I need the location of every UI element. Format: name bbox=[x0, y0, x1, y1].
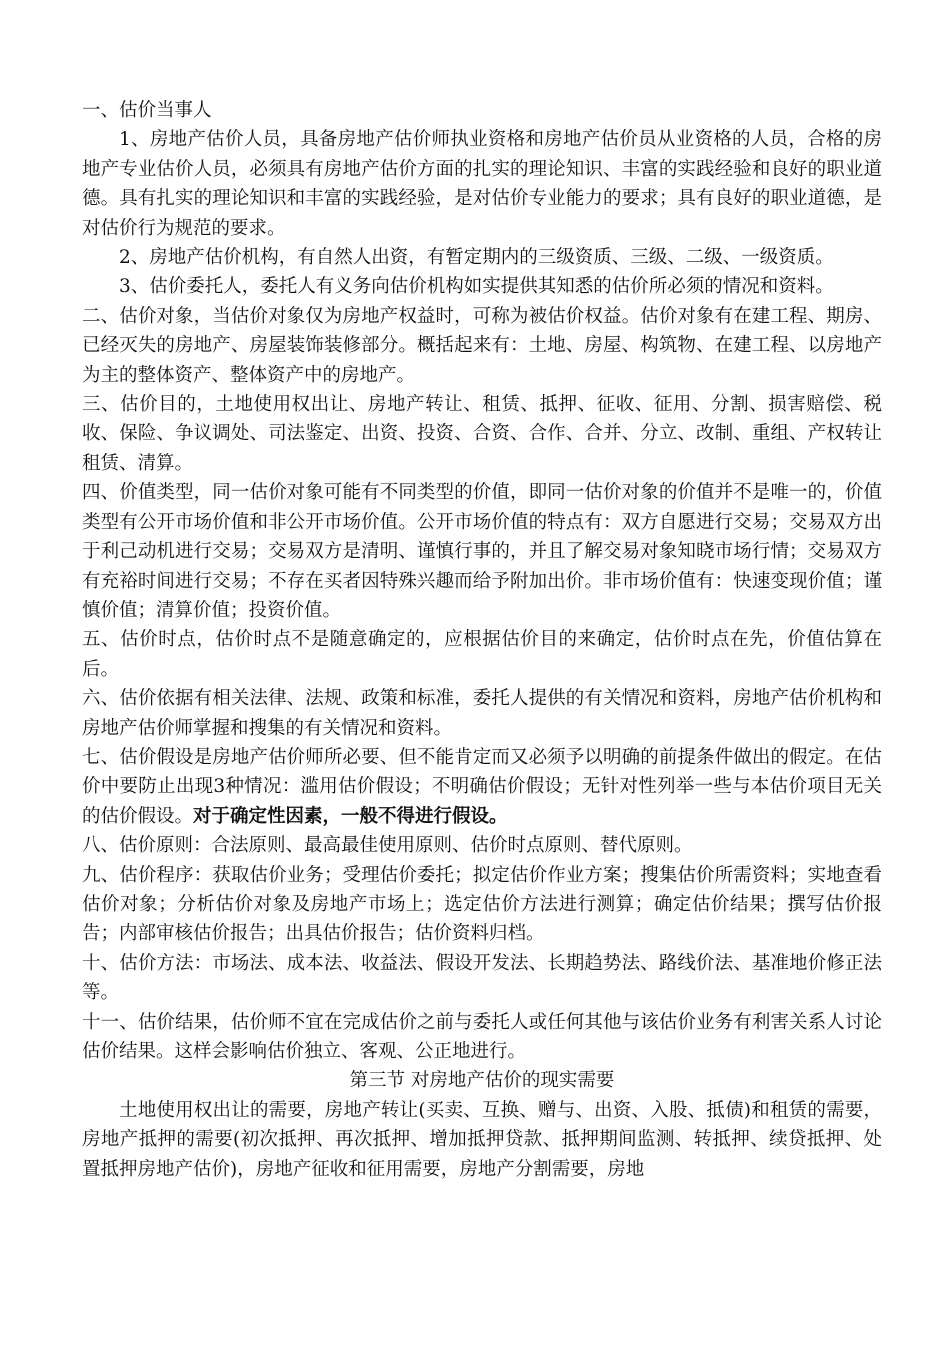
paragraph-realistic-needs: 土地使用权出让的需要，房地产转让(买卖、互换、赠与、出资、入股、抵债)和租赁的需要， 房地产抵押的需要(初次抵押、再次抵押、增加抵押贷款、抵押期间监测、转抵押、续贷抵押、处置抵押房地产估价)，房地产征收和征用需要，房地产分割需要，房地 bbox=[82, 1099, 882, 1180]
section-heading-parties: 一、估价当事人 bbox=[82, 100, 212, 121]
assumptions-bold-text: 对于确定性因素，一般不得进行假设。 bbox=[193, 805, 508, 827]
paragraph-value-type: 四、价值类型，同一估价对象可能有不同类型的价值，即同一估价对象的价值并不是唯一的，价值类型有公开市场价值和非公开市场价值。公开市场价值的特点有：双方自愿进行交易；交易双方出于利己动机进行交易；交易双方是清明、谨慎行事的，并且了解交易对象知晓市场行情；交易双方有充裕时间进行交易；不存在买者因特殊兴趣而给予附加出价。非市场价值有：快速变现价值；谨慎价值；清算价值；投资价值。 bbox=[82, 482, 882, 621]
paragraph-appraisal-agency: 2、房地产估价机构，有自然人出资，有暂定期内的三级资质、三级、二级、一级资质。 bbox=[119, 247, 834, 269]
assumptions-text: 七、估价假设是房地产估价师所必要、但不能肯定而又必须予以明确的前提条件做出的假定。在估价中要防止出现3种情况：滥用估价假设；不明确估价假设；无针对性列举一些与本估价项目无关的估价假设。 bbox=[82, 746, 882, 827]
paragraph-appraisal-principles: 八、估价原则：合法原则、最高最佳使用原则、估价时点原则、替代原则。 bbox=[82, 835, 693, 857]
paragraph-appraisal-result: 十一、估价结果，估价师不宜在完成估价之前与委托人或任何其他与该估价业务有利害关系人讨论估价结果。这样会影响估价独立、客观、公正地进行。 bbox=[82, 1011, 882, 1062]
paragraph-client: 3、估价委托人，委托人有义务向估价机构如实提供其知悉的估价所必须的情况和资料。 bbox=[119, 276, 834, 298]
paragraph-appraisers: 1、房地产估价人员，具备房地产估价师执业资格和房地产估价员从业资格的人员，合格的房地产专业估价人员，必须具有房地产估价方面的扎实的理论知识、丰富的实践经验和良好的职业道德。具有扎实的理论知识和丰富的实践经验，是对估价专业能力的要求；具有良好的职业道德，是对估价行为规范的要求。 bbox=[82, 129, 882, 239]
paragraph-appraisal-assumptions bbox=[82, 743, 882, 831]
document-page bbox=[82, 96, 882, 1184]
section-title: 第三节 对房地产估价的现实需要 bbox=[349, 1070, 615, 1092]
paragraph-appraisal-object: 二、估价对象，当估价对象仅为房地产权益时，可称为被估价权益。估价对象有在建工程、期房、已经灭失的房地产、房屋装饰装修部分。概括起来有：土地、房屋、构筑物、在建工程、以房地产为主的整体资产、整体资产中的房地产。 bbox=[82, 305, 882, 386]
paragraph-appraisal-date: 五、估价时点，估价时点不是随意确定的，应根据估价目的来确定，估价时点在先，价值估算在后。 bbox=[82, 629, 882, 680]
paragraph-appraisal-procedure: 九、估价程序：获取估价业务；受理估价委托；拟定估价作业方案；搜集估价所需资料；实地查看估价对象；分析估价对象及房地产市场上；选定估价方法进行测算；确定估价结果；撰写估价报告；内部审核估价报告；出具估价报告；估价资料归档。 bbox=[82, 864, 882, 945]
paragraph-appraisal-methods: 十、估价方法：市场法、成本法、收益法、假设开发法、长期趋势法、路线价法、基准地价修正法等。 bbox=[82, 952, 882, 1004]
paragraph-appraisal-purpose: 三、估价目的，土地使用权出让、房地产转让、租赁、抵押、征收、征用、分割、损害赔偿、税收、保险、争议调处、司法鉴定、出资、投资、合资、合作、合并、分立、改制、重组、产权转让租赁、清算。 bbox=[82, 394, 882, 474]
paragraph-appraisal-basis: 六、估价依据有相关法律、法规、政策和标准，委托人提供的有关情况和资料，房地产估价机构和房地产估价师掌握和搜集的有关情况和资料。 bbox=[82, 688, 882, 739]
